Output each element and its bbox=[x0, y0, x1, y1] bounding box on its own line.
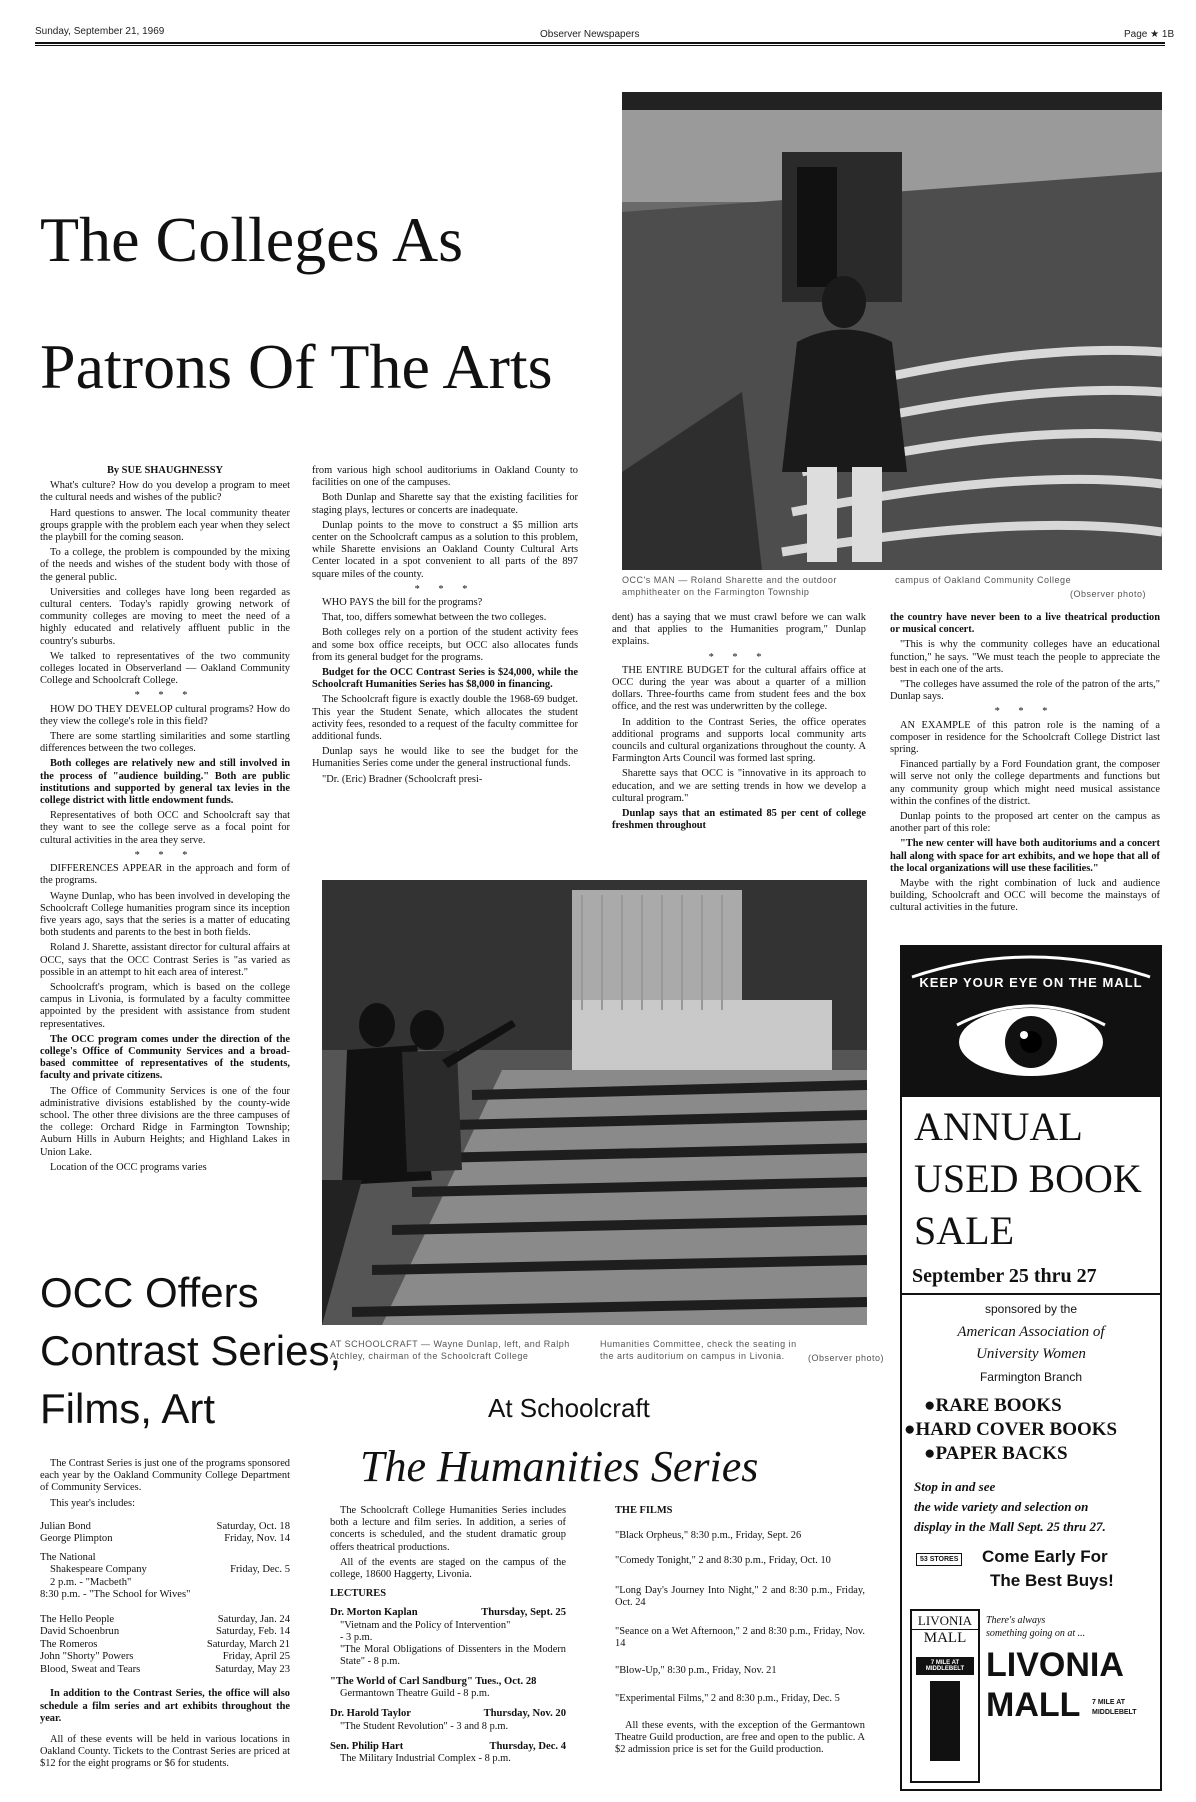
lecture-detail: Germantown Theatre Guild - 8 p.m. bbox=[340, 1688, 490, 1700]
film-item: "Long Day's Journey Into Night," 2 and 8:30 p.m., Friday, Oct. 24 bbox=[615, 1584, 865, 1608]
masthead-date: Sunday, September 21, 1969 bbox=[35, 26, 165, 37]
lecture-date: Thursday, Nov. 20 bbox=[483, 1708, 566, 1720]
separator-stars: * * * bbox=[134, 690, 196, 702]
occ-bold-note: In addition to the Contrast Series, the office will also schedule a film series and art exhibits throughout the year. bbox=[40, 1688, 290, 1724]
occ-event-detail bbox=[40, 1577, 290, 1590]
ad-sign-line1: LIVONIA bbox=[917, 1613, 973, 1628]
ad-come-line2: The Best Buys! bbox=[990, 1571, 1114, 1590]
event-date: Saturday, Oct. 18 bbox=[216, 1520, 290, 1532]
photo1-credit: (Observer photo) bbox=[1070, 589, 1147, 599]
col1-para: We talked to representatives of the two community colleges located in Observerland — Oakland Community College and Schoolcraft College. bbox=[40, 650, 290, 687]
masthead-paper: Observer Newspapers bbox=[540, 29, 640, 40]
photo2-credit: (Observer photo) bbox=[808, 1353, 885, 1363]
ad-title-line3: SALE bbox=[914, 1208, 1014, 1253]
ad-mall-sign bbox=[910, 1609, 980, 1783]
col1-para: Schoolcraft's program, which is based on the college campus in Livonia, is formulated by a faculty committee appointed by the president with assistance from student representatives. bbox=[40, 981, 290, 1030]
photo2-caption-left: AT SCHOOLCRAFT — Wayne Dunlap, left, and Ralph Atchley, chairman of the Schoolcraft College bbox=[330, 1339, 570, 1361]
ad-title-line1: ANNUAL bbox=[914, 1104, 1083, 1149]
event-date: Friday, April 25 bbox=[222, 1651, 290, 1663]
ad-tagline-line1: There's always bbox=[986, 1615, 1046, 1626]
event-name: Blood, Sweat and Tears bbox=[40, 1663, 141, 1675]
schoolcraft-intro: The Schoolcraft College Humanities Series includes both a lecture and film series. In addition, a series of concerts is scheduled, and the student dramatic group offers theatrical productions. bbox=[330, 1505, 566, 1553]
schoolcraft-kicker: At Schoolcraft bbox=[488, 1393, 650, 1423]
event-name: George Plimpton bbox=[40, 1533, 113, 1545]
ad-address-line2: MIDDLEBELT bbox=[1092, 1709, 1137, 1716]
ad-bullet-1: ●RARE BOOKS bbox=[924, 1395, 1062, 1416]
col2-subhead: WHO PAYS the bill for the programs? bbox=[322, 597, 483, 609]
lecture-row bbox=[330, 1607, 566, 1620]
event-date: Saturday, May 23 bbox=[215, 1663, 290, 1675]
event-date: Saturday, March 21 bbox=[206, 1638, 290, 1650]
col2-para: That, too, differs somewhat between the two colleges. bbox=[322, 612, 547, 624]
ad-dates: September 25 thru 27 bbox=[912, 1265, 1097, 1287]
col1-para: Representatives of both OCC and Schoolcraft say that they want to see the college serve as a focal point for cultural activities in the area they serve. bbox=[40, 810, 290, 846]
ad-stop-line1: Stop in and see bbox=[914, 1479, 996, 1494]
col2-para: Both Dunlap and Sharette say that the existing facilities for staging plays, lectures or concerts are inadequate. bbox=[312, 492, 578, 516]
schoolcraft-col-2 bbox=[615, 1505, 865, 1759]
article-col-4 bbox=[890, 612, 1160, 918]
occ-article-body bbox=[40, 1458, 290, 1774]
occ-event-row bbox=[40, 1651, 290, 1664]
ad-sign-address: 7 MILE AT MIDDLEBELT bbox=[916, 1657, 974, 1675]
col4-para: Dunlap points to the proposed art center on the campus as another part of this role: bbox=[890, 811, 1160, 835]
lecture-detail: "The Student Revolution" - 3 and 8 p.m. bbox=[340, 1720, 509, 1732]
ad-sign-line2: MALL bbox=[912, 1629, 978, 1647]
lecture-name: Sen. Philip Hart bbox=[330, 1740, 404, 1752]
lecture-detail: "The Moral Obligations of Dissenters in the Modern State" - 8 p.m. bbox=[340, 1643, 566, 1667]
event-name: The National bbox=[40, 1551, 96, 1563]
occ-headline-line2: Contrast Series, bbox=[40, 1327, 342, 1374]
col3-subhead: THE ENTIRE BUDGET for the cultural affairs office at OCC during the year was about a quarter of a million dollars. Three-fourths came from student fees and the box office, and the rest was underwritten by the college. bbox=[612, 664, 866, 713]
films-heading: THE FILMS bbox=[615, 1505, 673, 1516]
col1-subhead: HOW DO THEY DEVELOP cultural programs? How do they view the college's role in this field? bbox=[40, 703, 290, 727]
schoolcraft-intro2: All of the events are staged on the campus of the college, 18600 Haggerty, Livonia. bbox=[330, 1556, 566, 1581]
ad-stop-line3: display in the Mall Sept. 25 thru 27. bbox=[914, 1519, 1106, 1534]
col2-para: The Schoolcraft figure is exactly double the 1968-69 budget. This year the Student Senate, which allocates the student activity fees, resonded to a request of the faculty committee for additional funds. bbox=[312, 694, 578, 743]
col2-para: Both colleges rely on a portion of the student activity fees and some box office receipts, but OCC also allocates funds from its general budget for the programs. bbox=[312, 627, 578, 663]
film-item: "Comedy Tonight," 2 and 8:30 p.m., Friday, Oct. 10 bbox=[615, 1555, 831, 1567]
lectures-heading: LECTURES bbox=[330, 1588, 387, 1600]
occ-event-row bbox=[40, 1614, 290, 1627]
ad-title-line2: USED BOOK bbox=[914, 1156, 1142, 1201]
ad-branch: Farmington Branch bbox=[979, 1370, 1083, 1384]
ad-bullet-2: ●HARD COVER BOOKS bbox=[904, 1419, 1118, 1440]
schoolcraft-col-1 bbox=[330, 1505, 566, 1765]
col1-para: To a college, the problem is compounded by the mixing of the needs and wishes of the student body with those of the general public. bbox=[40, 547, 290, 583]
ad-address-line1: 7 MILE AT bbox=[1092, 1699, 1126, 1706]
occ-closing: All of these events will be held in various locations in Oakland County. Tickets to the Contrast Series are priced at $12 for the eight programs or $6 for students. bbox=[40, 1733, 290, 1770]
ad-org-line1: American Association of bbox=[957, 1324, 1105, 1340]
occ-headline-line1: OCC Offers bbox=[40, 1269, 259, 1316]
lecture-name: Dr. Morton Kaplan bbox=[330, 1607, 418, 1619]
col4-bold-para: the country have never been to a live theatrical production or musical concert. bbox=[890, 612, 1160, 636]
film-item: "Black Orpheus," 8:30 p.m., Friday, Sept. 26 bbox=[615, 1530, 802, 1542]
separator-stars: * * * bbox=[994, 706, 1056, 718]
ad-badge: 53 STORES bbox=[916, 1553, 962, 1566]
ad-tagline-line2: something going on at ... bbox=[986, 1628, 1086, 1639]
film-item: "Blow-Up," 8:30 p.m., Friday, Nov. 21 bbox=[615, 1665, 777, 1677]
occ-event-row bbox=[40, 1521, 290, 1534]
col4-para: "The colleges have assumed the role of the patron of the arts," Dunlap says. bbox=[890, 679, 1160, 703]
occ-event-row bbox=[40, 1664, 290, 1677]
photo1-caption-right: campus of Oakland Community College bbox=[895, 575, 1072, 585]
col2-para: Dunlap says he would like to see the budget for the Humanities Series come under the general instructional funds. bbox=[312, 746, 578, 770]
masthead-rule bbox=[35, 42, 1165, 44]
lecture-detail: - 3 p.m. bbox=[340, 1631, 373, 1643]
ad-mall-name-line1: LIVONIA bbox=[986, 1646, 1124, 1684]
article-col-2 bbox=[312, 465, 578, 789]
event-date: Saturday, Feb. 14 bbox=[215, 1626, 290, 1638]
lecture-detail: "Vietnam and the Policy of Intervention" bbox=[340, 1619, 511, 1631]
film-item: "Seance on a Wet Afternoon," 2 and 8:30 p.m., Friday, Nov. 14 bbox=[615, 1626, 865, 1650]
event-date: Friday, Nov. 14 bbox=[224, 1533, 290, 1545]
film-item: "Experimental Films," 2 and 8:30 p.m., Friday, Dec. 5 bbox=[615, 1692, 840, 1704]
headline-line1: The Colleges As bbox=[40, 204, 464, 275]
separator-stars: * * * bbox=[414, 583, 476, 595]
event-name: David Schoenbrun bbox=[40, 1626, 120, 1638]
event-name: John "Shorty" Powers bbox=[40, 1651, 134, 1663]
col1-para: Hard questions to answer. The local community theater groups grapple with the problem each year when they select the playbill for the coming season. bbox=[40, 507, 290, 544]
article-col-1 bbox=[40, 465, 290, 1177]
occ-includes: This year's includes: bbox=[50, 1497, 135, 1509]
col1-para: There are some startling similarities and some startling differences between the two colleges. bbox=[40, 731, 290, 755]
ad-divider bbox=[902, 1293, 1160, 1295]
ad-come-line1: Come Early For bbox=[982, 1547, 1108, 1566]
ad-sign-pole bbox=[930, 1681, 960, 1761]
schoolcraft-headline: The Humanities Series bbox=[360, 1442, 759, 1491]
col1-subhead: DIFFERENCES APPEAR in the approach and form of the programs. bbox=[40, 863, 290, 887]
col1-bold-para: The OCC program comes under the direction of the college's Office of Community Services and a broad-based committee of representatives of the students, faculty and private citizens. bbox=[40, 1033, 290, 1082]
lecture-date: Thursday, Sept. 25 bbox=[481, 1607, 566, 1619]
ad-used-book-sale bbox=[900, 945, 1162, 1791]
ad-arc-text: KEEP YOUR EYE ON THE MALL bbox=[919, 975, 1143, 990]
col2-bold-para: Budget for the OCC Contrast Series is $24,000, while the Schoolcraft Humanities Series has $8,000 in financing. bbox=[312, 667, 578, 691]
event-date: Friday, Dec. 5 bbox=[230, 1564, 290, 1576]
separator-stars: * * * bbox=[134, 849, 196, 861]
article-col-3 bbox=[612, 612, 866, 835]
occ-headline-line3: Films, Art bbox=[40, 1385, 215, 1432]
col1-bold-para: Both colleges are relatively new and still involved in the process of "audience building." Both are public institutions and supported by general tax levies in the college district with little endowment funds. bbox=[40, 758, 290, 807]
headline-line2: Patrons Of The Arts bbox=[40, 331, 553, 402]
col4-subhead: AN EXAMPLE of this patron role is the naming of a composer in residence for the Schoolcraft College District last spring. bbox=[890, 719, 1160, 756]
col3-para: In addition to the Contrast Series, the office operates additional programs and supports local community arts councils and cultural organizations throughout the county. A Farmington Arts Council was formed last spring. bbox=[612, 716, 866, 765]
lecture-name: "The World of Carl Sandburg" Tues., Oct. 28 bbox=[330, 1675, 537, 1687]
event-name: The Hello People bbox=[40, 1613, 115, 1625]
ad-org-line2: University Women bbox=[976, 1346, 1086, 1362]
event-detail: 2 p.m. - "Macbeth" bbox=[50, 1576, 132, 1588]
col4-para: Financed partially by a Ford Foundation grant, the composer will serve not only the college departments and functions but any community group which might need musical assistance within the confines of the district. bbox=[890, 759, 1160, 807]
event-date: Saturday, Jan. 24 bbox=[217, 1613, 290, 1625]
col3-bold-para: Dunlap says that an estimated 85 per cent of college freshmen throughout bbox=[612, 808, 866, 832]
col2-para: Dunlap points to the move to construct a $5 million arts center on the Schoolcraft campus as a solution to this problem, while Sharette envisions an Oakland County Cultural Arts Center located in a spot convenient to all parts of the 897 square miles of the county. bbox=[312, 519, 578, 580]
event-name: Julian Bond bbox=[40, 1520, 91, 1532]
masthead-page: Page ★ 1B bbox=[1124, 29, 1175, 40]
lecture-name: Dr. Harold Taylor bbox=[330, 1708, 411, 1720]
col1-para: Roland J. Sharette, assistant director for cultural affairs at OCC, says that the OCC Contrast Series is "as varied as possible in an attempt to hit each area of interest." bbox=[40, 942, 290, 978]
col3-para: dent) has a saying that we must crawl before we can walk and that applies to the Humanities program," Dunlap explains. bbox=[612, 612, 866, 648]
col1-para: What's culture? How do you develop a program to meet the cultural needs and wishes of the public? bbox=[40, 480, 290, 504]
photo-amphitheater bbox=[622, 92, 1162, 570]
byline: By SUE SHAUGHNESSY bbox=[106, 465, 224, 476]
lecture-detail: The Military Industrial Complex - 8 p.m. bbox=[340, 1753, 511, 1765]
occ-event-row bbox=[40, 1552, 290, 1565]
col1-para: The Office of Community Services is one of the four administrative divisions established by the county-wide school. The other three divisions are the three campuses of the college: Orchard Ridge in Farmington Township; Auburn Hills in Auburn Heights; and Highland Lakes in Union Lake. bbox=[40, 1085, 290, 1158]
occ-event-row bbox=[40, 1639, 290, 1652]
ad-eye-banner bbox=[902, 947, 1160, 1097]
event-name: The Romeros bbox=[40, 1638, 98, 1650]
col4-bold-para: "The new center will have both auditoriums and a concert hall along with space for art exhibits, and we hope that all of the local organizations will use these facilities." bbox=[890, 838, 1160, 874]
lecture-row bbox=[330, 1676, 566, 1689]
ad-stop-line2: the wide variety and selection on bbox=[914, 1499, 1089, 1514]
col2-para: "Dr. (Eric) Bradner (Schoolcraft presi- bbox=[322, 773, 483, 785]
films-closing: All these events, with the exception of the Germantown Theatre Guild production, are free and open to the public. A $2 admission price is set for the Guild production. bbox=[615, 1719, 865, 1756]
col2-para: from various high school auditoriums in Oakland County to facilities on one of the campuses. bbox=[312, 465, 578, 489]
occ-event-row bbox=[40, 1533, 290, 1546]
masthead-rule-thin bbox=[35, 45, 1165, 46]
occ-event-detail bbox=[40, 1589, 290, 1602]
event-name: Shakespeare Company bbox=[50, 1564, 147, 1576]
col4-para: Maybe with the right combination of luck and audience building, Schoolcraft and OCC will become the mainstays of cultural activities in the future. bbox=[890, 878, 1160, 914]
ad-bullet-3: ●PAPER BACKS bbox=[924, 1443, 1068, 1464]
occ-intro: The Contrast Series is just one of the programs sponsored each year by the Oakland Community College Department of Community Services. bbox=[40, 1458, 290, 1494]
occ-event-row bbox=[40, 1626, 290, 1639]
photo2-caption-right: Humanities Committee, check the seating in the arts auditorium on campus in Livonia. bbox=[600, 1339, 797, 1361]
separator-stars: * * * bbox=[708, 651, 770, 663]
event-detail: 8:30 p.m. - "The School for Wives" bbox=[40, 1589, 191, 1601]
col1-para: Universities and colleges have long been regarded as cultural centers. Today's rapidly growing network of community colleges are moving to meet the need of a highly educated and relatively affluent public in the country's suburbs. bbox=[40, 586, 290, 647]
occ-event-row bbox=[40, 1564, 290, 1577]
col3-para: Sharette says that OCC is "innovative in its approach to education, and we are setting trends in how we develop a cultural program." bbox=[612, 768, 866, 804]
ad-sponsored: sponsored by the bbox=[984, 1302, 1078, 1316]
lecture-row bbox=[330, 1741, 566, 1754]
lecture-row bbox=[330, 1708, 566, 1721]
ad-mall-name-line2: MALL bbox=[986, 1686, 1081, 1724]
col1-para: Wayne Dunlap, who has been involved in developing the Schoolcraft College humanities program since its inception five years ago, says that the series is a matter of educating both students and parents to the best in both fields. bbox=[40, 890, 290, 939]
photo-auditorium bbox=[322, 880, 867, 1325]
lecture-date: Thursday, Dec. 4 bbox=[489, 1740, 566, 1752]
photo1-caption-left: OCC's MAN — Roland Sharette and the outdoor amphitheater on the Farmington Township bbox=[622, 575, 837, 597]
col4-para: "This is why the community colleges have an educational function," he says. "We must teach the people to appreciate the best in each one of the arts. bbox=[890, 639, 1160, 675]
col1-para: Location of the OCC programs varies bbox=[50, 1161, 207, 1173]
